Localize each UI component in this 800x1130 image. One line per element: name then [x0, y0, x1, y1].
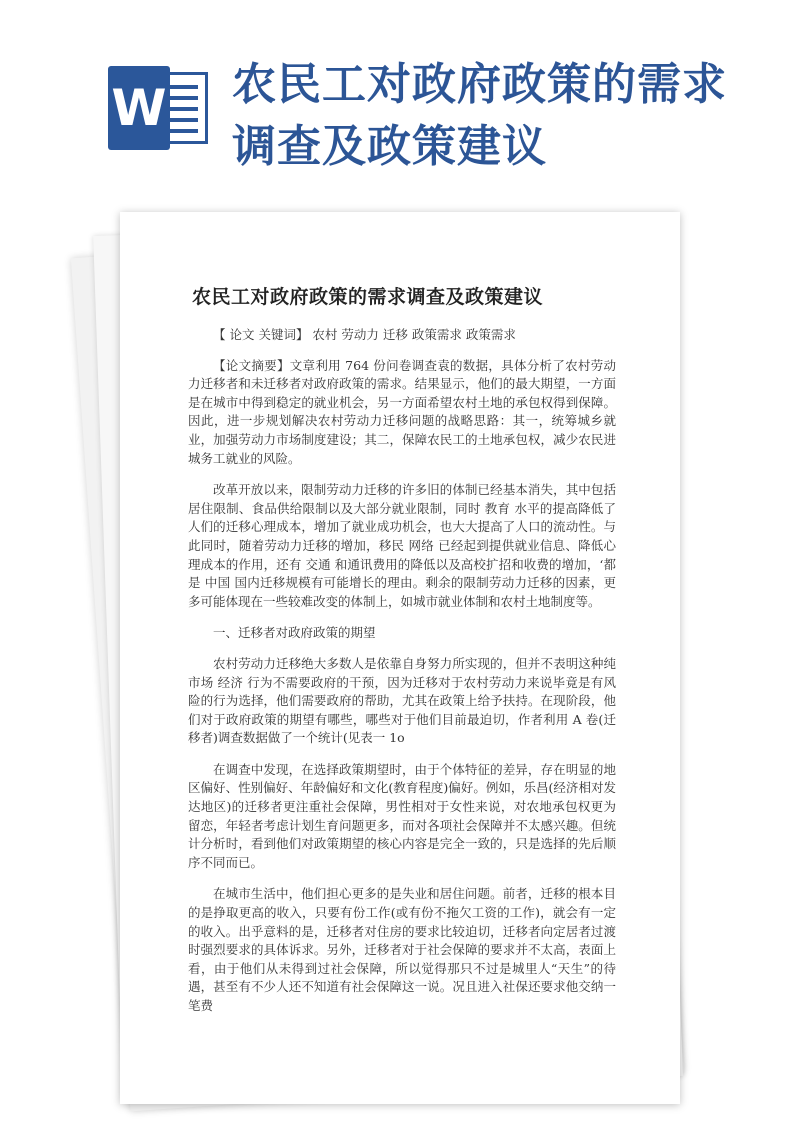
abstract-paragraph: 【论文摘要】文章利用 764 份问卷调查袁的数据，具体分析了农村劳动力迁移者和未迁移者对政府政策的需求。结果显示，他们的最大期望，一方面是在城市中得到稳定的就业机会，另一方面希望农村土地的承包权得到保障。因此，进一步规划解决农村劳动力迁移问题的战略思路：其一，统筹城乡就业，加强劳动力市场制度建设；其二，保障农民工的土地承包权，减少农民进城务工就业的风险。	[188, 357, 616, 466]
document-page	[120, 212, 680, 1104]
section-heading: 一、迁移者对政府政策的期望	[213, 625, 376, 641]
body-paragraph: 在城市生活中，他们担心更多的是失业和居住问题。前者，迁移的根本目的是挣取更高的收入，只要有份工作(或有份不拖欠工资的工作)，就会有一定的收入。出乎意料的是，迁移者对住房的要求比较迫切，迁移者向定居者过渡时强烈要求的具体诉求。另外，迁移者对于社会保障的要求并不太高，表面上看，由于他们从未得到过社会保障，所以觉得那只不过是城里人“天生”的待遇，甚至有不少人还不知道有社会保障这一说。况且进入社保还要求他交纳一笔费	[188, 886, 616, 1013]
keywords-paragraph: 【 论文 关键词】 农村 劳动力 迁移 政策需求 政策需求	[213, 327, 516, 342]
word-badge: W	[108, 66, 170, 150]
banner-title: 农民工对政府政策的需求调查及政策建议	[232, 59, 727, 172]
body-paragraph: 农村劳动力迁移绝大多数人是依靠自身努力所实现的，但并不表明这种纯市场 经济 行为不需要政府的干预，因为迁移对于农村劳动力来说毕竟是有风险的行为选择，他们需要政府的帮助，尤其在政策上给予扶持。在现阶段，他们对于政府政策的期望有哪些，哪些对于他们目前最迫切，作者利用 A 卷(迁移者)调查数据做了一个统计(见表一 1o	[188, 655, 616, 746]
body-paragraph: 在调查中发现，在选择政策期望时，由于个体特征的差异，存在明显的地区偏好、性别偏好、年龄偏好和文化(教育程度)偏好。例如，乐昌(经济相对发达地区)的迁移者更注重社会保障，男性相对于女性来说，对农地承包权更为留恋，年轻者考虑计划生育问题更多，而对各项社会保障并不太感兴趣。但统计分析时，看到他们对政策期望的核心内容是完全一致的，只是选择的先后顺序不同而已。	[188, 761, 616, 870]
word-icon	[108, 66, 210, 150]
banner	[0, 0, 800, 215]
document-title: 农民工对政府政策的需求调查及政策建议	[192, 286, 544, 308]
document-body	[188, 326, 616, 1029]
body-paragraph: 改革开放以来，限制劳动力迁移的许多旧的体制已经基本消失，其中包括居住限制、食品供给限制以及大部分就业限制，同时 教育 水平的提高降低了人们的迁移心理成本，增加了就业成功机会，也大大提高了人口的流动性。与此同时，随着劳动力迁移的增加，移民 网络 已经起到提供就业信息、降低心理成本的作用，还有 交通 和通讯费用的降低以及高校扩招和收费的增加，‘都是 中国 国内迁移规模有可能增长的理由。剩余的限制劳动力迁移的因素，更多可能体现在一些较难改变的体制上，如城市就业体制和农村土地制度等。	[188, 482, 616, 609]
